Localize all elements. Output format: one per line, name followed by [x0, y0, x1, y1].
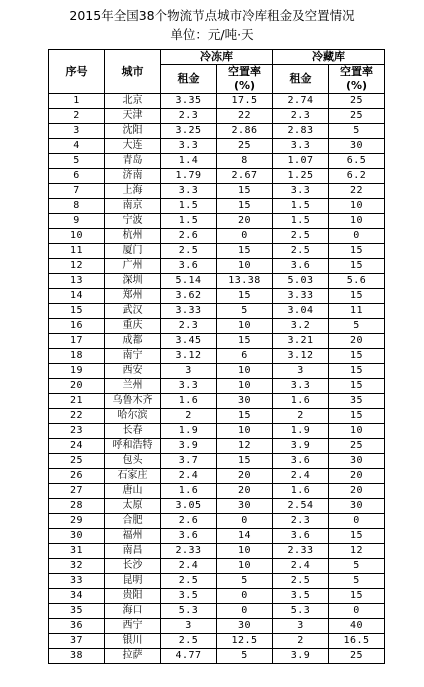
cell-seq: 37	[49, 634, 105, 649]
header-vacancy-line2: (%)	[345, 79, 368, 92]
cell-city: 兰州	[105, 379, 161, 394]
cell-city: 福州	[105, 529, 161, 544]
cell-city: 上海	[105, 184, 161, 199]
cell-frozen-rent: 4.77	[161, 649, 217, 664]
cell-frozen-vacancy: 15	[217, 184, 273, 199]
table-row	[49, 514, 385, 529]
cell-frozen-vacancy: 14	[217, 529, 273, 544]
cell-chilled-vacancy: 15	[329, 589, 385, 604]
cell-frozen-vacancy: 17.5	[217, 94, 273, 109]
cell-frozen-rent: 3.3	[161, 184, 217, 199]
cell-chilled-rent: 3	[273, 364, 329, 379]
cell-frozen-vacancy: 5	[217, 574, 273, 589]
cell-chilled-rent: 3.3	[273, 184, 329, 199]
table-row	[49, 364, 385, 379]
cell-frozen-vacancy: 25	[217, 139, 273, 154]
cell-frozen-vacancy: 15	[217, 454, 273, 469]
cell-frozen-rent: 3.45	[161, 334, 217, 349]
cell-frozen-rent: 2.4	[161, 469, 217, 484]
cell-chilled-rent: 2	[273, 409, 329, 424]
cell-chilled-rent: 1.5	[273, 214, 329, 229]
table-row	[49, 139, 385, 154]
cell-frozen-rent: 3.3	[161, 379, 217, 394]
cell-city: 西宁	[105, 619, 161, 634]
cell-city: 济南	[105, 169, 161, 184]
cell-chilled-vacancy: 12	[329, 544, 385, 559]
cell-seq: 1	[49, 94, 105, 109]
cell-frozen-vacancy: 5	[217, 304, 273, 319]
cell-frozen-vacancy: 30	[217, 394, 273, 409]
cell-chilled-vacancy: 10	[329, 214, 385, 229]
cell-frozen-vacancy: 15	[217, 334, 273, 349]
header-chilled-rent: 租金	[273, 65, 329, 94]
cell-chilled-rent: 1.5	[273, 199, 329, 214]
cell-frozen-vacancy: 20	[217, 214, 273, 229]
cell-city: 合肥	[105, 514, 161, 529]
cell-city: 唐山	[105, 484, 161, 499]
cell-frozen-vacancy: 30	[217, 619, 273, 634]
table-row	[49, 649, 385, 664]
cell-chilled-vacancy: 15	[329, 379, 385, 394]
cell-chilled-vacancy: 15	[329, 409, 385, 424]
cell-frozen-rent: 5.3	[161, 604, 217, 619]
cell-frozen-rent: 2.5	[161, 574, 217, 589]
header-vacancy-line1: 空置率	[340, 65, 373, 78]
header-vacancy-line1: 空置率	[228, 65, 261, 78]
cell-seq: 23	[49, 424, 105, 439]
cell-seq: 7	[49, 184, 105, 199]
cell-city: 贵阳	[105, 589, 161, 604]
cell-seq: 14	[49, 289, 105, 304]
cell-frozen-vacancy: 0	[217, 229, 273, 244]
cell-chilled-rent: 3	[273, 619, 329, 634]
cell-frozen-vacancy: 20	[217, 469, 273, 484]
cell-chilled-rent: 1.6	[273, 484, 329, 499]
cell-frozen-rent: 3.25	[161, 124, 217, 139]
table-row	[49, 454, 385, 469]
cell-city: 厦门	[105, 244, 161, 259]
cell-frozen-vacancy: 6	[217, 349, 273, 364]
cell-chilled-rent: 3.3	[273, 139, 329, 154]
cell-seq: 25	[49, 454, 105, 469]
cell-city: 广州	[105, 259, 161, 274]
cell-city: 郑州	[105, 289, 161, 304]
table-row	[49, 214, 385, 229]
cell-city: 南宁	[105, 349, 161, 364]
table-row	[49, 199, 385, 214]
cell-seq: 27	[49, 484, 105, 499]
cell-seq: 18	[49, 349, 105, 364]
cell-chilled-vacancy: 25	[329, 649, 385, 664]
cell-frozen-rent: 3.3	[161, 139, 217, 154]
cell-chilled-rent: 2.54	[273, 499, 329, 514]
cell-chilled-rent: 3.33	[273, 289, 329, 304]
cell-city: 海口	[105, 604, 161, 619]
cell-chilled-vacancy: 30	[329, 139, 385, 154]
cell-seq: 2	[49, 109, 105, 124]
cell-chilled-rent: 2.74	[273, 94, 329, 109]
cell-city: 沈阳	[105, 124, 161, 139]
cell-chilled-vacancy: 20	[329, 334, 385, 349]
cell-chilled-vacancy: 10	[329, 424, 385, 439]
cell-seq: 10	[49, 229, 105, 244]
cell-frozen-rent: 3.05	[161, 499, 217, 514]
cell-chilled-rent: 5.03	[273, 274, 329, 289]
table-row	[49, 424, 385, 439]
table-row	[49, 109, 385, 124]
cell-seq: 4	[49, 139, 105, 154]
table-row	[49, 394, 385, 409]
cell-seq: 5	[49, 154, 105, 169]
cell-city: 石家庄	[105, 469, 161, 484]
cell-chilled-rent: 5.3	[273, 604, 329, 619]
cell-chilled-rent: 2.33	[273, 544, 329, 559]
cell-frozen-vacancy: 10	[217, 319, 273, 334]
cell-city: 长春	[105, 424, 161, 439]
cell-chilled-vacancy: 16.5	[329, 634, 385, 649]
cell-seq: 20	[49, 379, 105, 394]
cell-chilled-vacancy: 22	[329, 184, 385, 199]
table-row	[49, 349, 385, 364]
cell-city: 太原	[105, 499, 161, 514]
cell-seq: 33	[49, 574, 105, 589]
cell-chilled-rent: 3.2	[273, 319, 329, 334]
cell-seq: 21	[49, 394, 105, 409]
unit-label: 单位：元/吨·天	[170, 27, 254, 42]
cell-city: 大连	[105, 139, 161, 154]
cell-chilled-rent: 2.83	[273, 124, 329, 139]
cell-chilled-rent: 3.6	[273, 259, 329, 274]
cell-seq: 8	[49, 199, 105, 214]
page-title: 2015年全国38个物流节点城市冷库租金及空置情况	[69, 8, 355, 23]
cell-frozen-rent: 3.62	[161, 289, 217, 304]
cell-frozen-rent: 2.3	[161, 319, 217, 334]
cell-chilled-rent: 3.21	[273, 334, 329, 349]
table-row	[49, 544, 385, 559]
cell-seq: 29	[49, 514, 105, 529]
header-seq: 序号	[49, 50, 105, 94]
cell-frozen-rent: 3.6	[161, 529, 217, 544]
cell-chilled-rent: 2.3	[273, 514, 329, 529]
cell-chilled-rent: 3.9	[273, 439, 329, 454]
cell-chilled-rent: 3.9	[273, 649, 329, 664]
cell-chilled-vacancy: 25	[329, 109, 385, 124]
cell-frozen-rent: 3	[161, 619, 217, 634]
cell-frozen-vacancy: 0	[217, 514, 273, 529]
table-row	[49, 334, 385, 349]
cell-chilled-vacancy: 10	[329, 199, 385, 214]
cell-frozen-vacancy: 2.67	[217, 169, 273, 184]
cell-frozen-rent: 1.5	[161, 199, 217, 214]
cell-chilled-vacancy: 6.2	[329, 169, 385, 184]
cell-seq: 17	[49, 334, 105, 349]
cell-seq: 38	[49, 649, 105, 664]
cell-frozen-vacancy: 10	[217, 379, 273, 394]
cell-city: 长沙	[105, 559, 161, 574]
cell-chilled-vacancy: 30	[329, 454, 385, 469]
cell-city: 杭州	[105, 229, 161, 244]
cell-frozen-vacancy: 8	[217, 154, 273, 169]
cell-chilled-rent: 3.04	[273, 304, 329, 319]
cell-frozen-vacancy: 20	[217, 484, 273, 499]
cell-frozen-vacancy: 15	[217, 289, 273, 304]
cell-seq: 36	[49, 619, 105, 634]
cell-city: 青岛	[105, 154, 161, 169]
cell-frozen-vacancy: 2.86	[217, 124, 273, 139]
cell-city: 拉萨	[105, 649, 161, 664]
header-frozen-vacancy	[217, 65, 273, 94]
cell-chilled-vacancy: 25	[329, 94, 385, 109]
cell-frozen-rent: 3.7	[161, 454, 217, 469]
table-row	[49, 244, 385, 259]
table-row	[49, 439, 385, 454]
header-frozen-rent: 租金	[161, 65, 217, 94]
cell-frozen-rent: 5.14	[161, 274, 217, 289]
table-row	[49, 229, 385, 244]
table-row	[49, 634, 385, 649]
table-row	[49, 559, 385, 574]
table-row	[49, 154, 385, 169]
cell-city: 天津	[105, 109, 161, 124]
cell-chilled-rent: 2.5	[273, 244, 329, 259]
cell-frozen-rent: 2.5	[161, 634, 217, 649]
table-row	[49, 379, 385, 394]
cell-seq: 16	[49, 319, 105, 334]
cell-city: 重庆	[105, 319, 161, 334]
cell-seq: 15	[49, 304, 105, 319]
cell-frozen-vacancy: 30	[217, 499, 273, 514]
cell-frozen-vacancy: 12	[217, 439, 273, 454]
cell-chilled-rent: 1.9	[273, 424, 329, 439]
cell-chilled-vacancy: 5	[329, 124, 385, 139]
cell-frozen-vacancy: 15	[217, 244, 273, 259]
cell-chilled-vacancy: 15	[329, 259, 385, 274]
cell-city: 北京	[105, 94, 161, 109]
header-chilled: 冷藏库	[273, 50, 385, 65]
cell-chilled-rent: 2	[273, 634, 329, 649]
table-row	[49, 409, 385, 424]
table-row	[49, 529, 385, 544]
table-row	[49, 94, 385, 109]
cell-chilled-vacancy: 5	[329, 559, 385, 574]
table-body	[49, 94, 385, 664]
cell-chilled-vacancy: 6.5	[329, 154, 385, 169]
cell-frozen-rent: 1.79	[161, 169, 217, 184]
cell-chilled-vacancy: 40	[329, 619, 385, 634]
cell-seq: 6	[49, 169, 105, 184]
cell-frozen-rent: 2.4	[161, 559, 217, 574]
cell-seq: 28	[49, 499, 105, 514]
cell-chilled-rent: 1.25	[273, 169, 329, 184]
cell-frozen-rent: 2.5	[161, 244, 217, 259]
table-row	[49, 289, 385, 304]
cell-chilled-rent: 3.3	[273, 379, 329, 394]
cell-seq: 13	[49, 274, 105, 289]
cell-city: 武汉	[105, 304, 161, 319]
cell-city: 哈尔滨	[105, 409, 161, 424]
cell-city: 乌鲁木齐	[105, 394, 161, 409]
cell-seq: 11	[49, 244, 105, 259]
cell-seq: 34	[49, 589, 105, 604]
cell-chilled-rent: 1.07	[273, 154, 329, 169]
cell-city: 南京	[105, 199, 161, 214]
header-frozen: 冷冻库	[161, 50, 273, 65]
cell-chilled-vacancy: 5	[329, 319, 385, 334]
cell-seq: 3	[49, 124, 105, 139]
cell-frozen-vacancy: 15	[217, 199, 273, 214]
cell-city: 成都	[105, 334, 161, 349]
cell-seq: 19	[49, 364, 105, 379]
cell-city: 昆明	[105, 574, 161, 589]
cell-frozen-rent: 1.6	[161, 394, 217, 409]
table-row	[49, 604, 385, 619]
cell-chilled-vacancy: 11	[329, 304, 385, 319]
cell-chilled-vacancy: 15	[329, 529, 385, 544]
cell-frozen-vacancy: 0	[217, 604, 273, 619]
cell-chilled-vacancy: 0	[329, 604, 385, 619]
cell-frozen-rent: 2.33	[161, 544, 217, 559]
cell-chilled-rent: 2.5	[273, 574, 329, 589]
table-row	[49, 124, 385, 139]
header-chilled-vacancy	[329, 65, 385, 94]
cell-frozen-vacancy: 22	[217, 109, 273, 124]
cell-frozen-rent: 2	[161, 409, 217, 424]
table-row	[49, 169, 385, 184]
cell-seq: 26	[49, 469, 105, 484]
cell-city: 包头	[105, 454, 161, 469]
cell-seq: 12	[49, 259, 105, 274]
table-row	[49, 259, 385, 274]
cell-frozen-rent: 1.4	[161, 154, 217, 169]
table-row	[49, 589, 385, 604]
cell-frozen-rent: 2.3	[161, 109, 217, 124]
cell-city: 深圳	[105, 274, 161, 289]
rent-vacancy-table	[48, 49, 385, 664]
cell-frozen-vacancy: 10	[217, 364, 273, 379]
table-row	[49, 574, 385, 589]
cell-frozen-vacancy: 10	[217, 424, 273, 439]
cell-frozen-vacancy: 10	[217, 544, 273, 559]
cell-chilled-rent: 3.6	[273, 529, 329, 544]
cell-chilled-vacancy: 15	[329, 244, 385, 259]
cell-seq: 9	[49, 214, 105, 229]
cell-city: 呼和浩特	[105, 439, 161, 454]
cell-chilled-rent: 2.4	[273, 469, 329, 484]
cell-chilled-vacancy: 35	[329, 394, 385, 409]
cell-chilled-vacancy: 5	[329, 574, 385, 589]
header-vacancy-line2: (%)	[233, 79, 256, 92]
table-row	[49, 619, 385, 634]
cell-frozen-rent: 1.9	[161, 424, 217, 439]
cell-frozen-vacancy: 13.38	[217, 274, 273, 289]
cell-chilled-vacancy: 5.6	[329, 274, 385, 289]
cell-seq: 22	[49, 409, 105, 424]
table-row	[49, 484, 385, 499]
cell-seq: 30	[49, 529, 105, 544]
cell-city: 宁波	[105, 214, 161, 229]
cell-chilled-vacancy: 30	[329, 499, 385, 514]
cell-frozen-rent: 3.6	[161, 259, 217, 274]
cell-chilled-vacancy: 20	[329, 484, 385, 499]
cell-seq: 32	[49, 559, 105, 574]
cell-seq: 24	[49, 439, 105, 454]
cell-frozen-rent: 1.6	[161, 484, 217, 499]
cell-chilled-vacancy: 0	[329, 514, 385, 529]
cell-frozen-vacancy: 5	[217, 649, 273, 664]
cell-chilled-rent: 3.12	[273, 349, 329, 364]
cell-chilled-rent: 2.5	[273, 229, 329, 244]
cell-chilled-rent: 3.6	[273, 454, 329, 469]
cell-city: 西安	[105, 364, 161, 379]
cell-chilled-vacancy: 0	[329, 229, 385, 244]
cell-frozen-vacancy: 12.5	[217, 634, 273, 649]
cell-frozen-rent: 3	[161, 364, 217, 379]
cell-frozen-vacancy: 15	[217, 409, 273, 424]
cell-frozen-rent: 2.6	[161, 229, 217, 244]
cell-frozen-vacancy: 10	[217, 559, 273, 574]
cell-frozen-rent: 2.6	[161, 514, 217, 529]
cell-chilled-rent: 2.3	[273, 109, 329, 124]
header-city: 城市	[105, 50, 161, 94]
cell-chilled-rent: 3.5	[273, 589, 329, 604]
cell-frozen-vacancy: 10	[217, 259, 273, 274]
table-row	[49, 499, 385, 514]
cell-frozen-rent: 1.5	[161, 214, 217, 229]
cell-frozen-vacancy: 0	[217, 589, 273, 604]
cell-frozen-rent: 3.35	[161, 94, 217, 109]
cell-chilled-vacancy: 15	[329, 364, 385, 379]
cell-chilled-vacancy: 15	[329, 289, 385, 304]
cell-frozen-rent: 3.33	[161, 304, 217, 319]
table-row	[49, 319, 385, 334]
table-row	[49, 184, 385, 199]
cell-chilled-vacancy: 20	[329, 469, 385, 484]
cell-frozen-rent: 3.5	[161, 589, 217, 604]
cell-seq: 35	[49, 604, 105, 619]
table-row	[49, 304, 385, 319]
table-row	[49, 274, 385, 289]
cell-chilled-vacancy: 15	[329, 349, 385, 364]
cell-chilled-vacancy: 25	[329, 439, 385, 454]
cell-chilled-rent: 2.4	[273, 559, 329, 574]
cell-city: 南昌	[105, 544, 161, 559]
table-row	[49, 469, 385, 484]
cell-city: 银川	[105, 634, 161, 649]
cell-frozen-rent: 3.9	[161, 439, 217, 454]
cell-seq: 31	[49, 544, 105, 559]
cell-chilled-rent: 1.6	[273, 394, 329, 409]
cell-frozen-rent: 3.12	[161, 349, 217, 364]
